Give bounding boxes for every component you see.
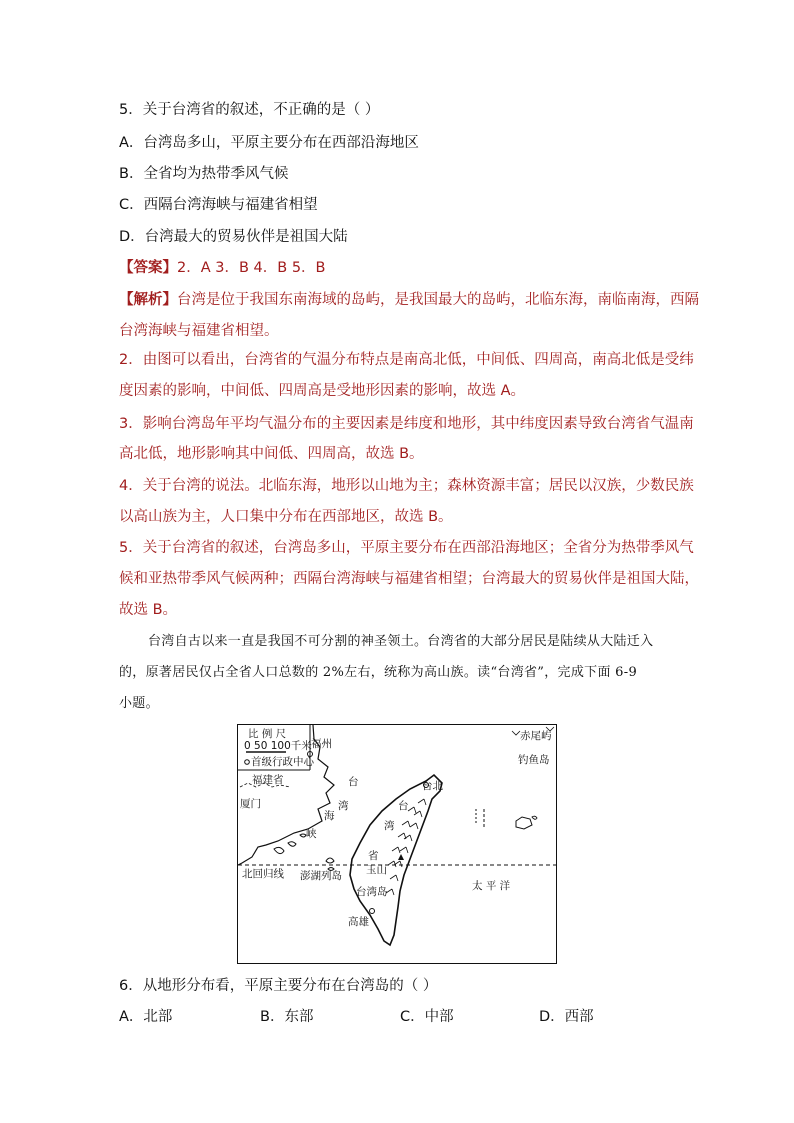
answer-text: 2．A 3．B 4．B 5．B <box>177 260 326 276</box>
intro-line-1: 台湾自古以来一直是我国不可分割的神圣领土。台湾省的大部分居民是陆续从大陆迁入 <box>148 634 654 649</box>
analysis-text-1: 台湾是位于我国东南海域的岛屿，是我国最大的岛屿，北临东海，南临南海，西隔 <box>177 292 699 308</box>
question-6-option-b: B．东部 <box>260 1009 314 1025</box>
label-chiwei: 赤尾屿 <box>520 730 552 742</box>
question-6-option-c: C．中部 <box>400 1009 454 1025</box>
capital-legend-label: 首级行政中心 <box>251 756 314 768</box>
label-strait-3: 海 <box>324 810 335 822</box>
taiwan-map <box>237 724 557 964</box>
analysis-p4-line-1: 4．关于台湾的说法。北临东海，地形以山地为主；森林资源丰富；居民以汉族，少数民族 <box>119 478 694 494</box>
label-fuzhou: 福州 <box>311 738 332 750</box>
label-province-2: 湾 <box>384 820 395 832</box>
label-province-3: 省 <box>368 850 379 862</box>
taiwan-map-drawing <box>238 725 558 965</box>
label-taibei: 台北 <box>422 780 443 792</box>
question-5-option-c: C．西隔台湾海峡与福建省相望 <box>119 197 318 213</box>
label-strait-2: 湾 <box>338 800 349 812</box>
analysis-p5-line-3: 故选 B。 <box>119 602 178 618</box>
label-pacific: 太 平 洋 <box>472 880 511 892</box>
intro-line-2: 的，原著居民仅占全省人口总数的 2%左右，统称为高山族。读“台湾省”，完成下面 6-9 <box>119 665 638 680</box>
question-6-stem: 6．从地形分布看，平原主要分布在台湾岛的（ ） <box>119 978 438 994</box>
label-strait-4: 峡 <box>306 828 317 840</box>
diaoyu-islet <box>532 816 537 819</box>
label-province-1: 台 <box>398 800 409 812</box>
penghu-islands <box>326 858 334 871</box>
label-island: 台湾岛 <box>356 886 388 898</box>
intro-line-3: 小题。 <box>119 696 159 711</box>
analysis-p2-line-1: 2．由图可以看出，台湾省的气温分布特点是南高北低，中间低、四周高，南高北低是受纬 <box>119 352 694 368</box>
analysis-p4-line-2: 以高山族为主，人口集中分布在西部地区，故选 B。 <box>119 509 453 525</box>
capital-symbol-icon <box>245 760 250 765</box>
label-tropic: 北回归线 <box>242 868 284 880</box>
label-diaoyu: 钓鱼岛 <box>518 754 550 766</box>
analysis-tag: 【解析】 <box>119 292 177 308</box>
analysis-p5-line-1: 5．关于台湾省的叙述，台湾岛多山，平原主要分布在西部沿海地区；全省分为热带季风气 <box>119 540 694 556</box>
label-xiamen: 厦门 <box>240 798 261 810</box>
analysis-p5-line-2: 候和亚热带季风气候两种；西隔台湾海峡与福建省相望；台湾最大的贸易伙伴是祖国大陆， <box>119 571 699 587</box>
scale-title: 比 例 尺 <box>248 728 287 740</box>
diaoyu-island <box>516 817 532 829</box>
analysis-p2-line-2: 度因素的影响，中间低、四周高是受地形因素的影响，故选 A。 <box>119 383 526 399</box>
label-strait-1: 台 <box>348 776 359 788</box>
question-5-option-d: D．台湾最大的贸易伙伴是祖国大陆 <box>119 229 348 245</box>
label-penghu: 澎湖列岛 <box>300 870 342 882</box>
scale-ticks: 0 50 100千米 <box>244 740 312 752</box>
analysis-p3-line-2: 高北低，地形影响其中间低、四周高，故选 B。 <box>119 446 424 462</box>
question-5-option-a: A．台湾岛多山，平原主要分布在西部沿海地区 <box>119 135 419 151</box>
analysis-p3-line-1: 3．影响台湾岛年平均气温分布的主要因素是纬度和地形，其中纬度因素导致台湾省气温南 <box>119 416 694 432</box>
label-gaoxiong: 高雄 <box>348 916 369 928</box>
answer-tag: 【答案】 <box>119 260 177 276</box>
question-5-stem: 5．关于台湾省的叙述，不正确的是（ ） <box>119 102 380 118</box>
analysis-line-2: 台湾海峡与福建省相望。 <box>119 323 279 339</box>
question-5-option-b: B．全省均为热带季风气候 <box>119 166 289 182</box>
map-legend <box>238 725 314 770</box>
coastal-islets <box>274 834 306 854</box>
label-yushan: 玉山 <box>366 864 387 876</box>
question-6-option-a: A．北部 <box>119 1009 173 1025</box>
label-fujian: 福建省 <box>252 774 284 786</box>
answer-line <box>119 258 326 278</box>
analysis-line-1 <box>119 290 699 310</box>
question-6-option-d: D．西部 <box>539 1009 594 1025</box>
